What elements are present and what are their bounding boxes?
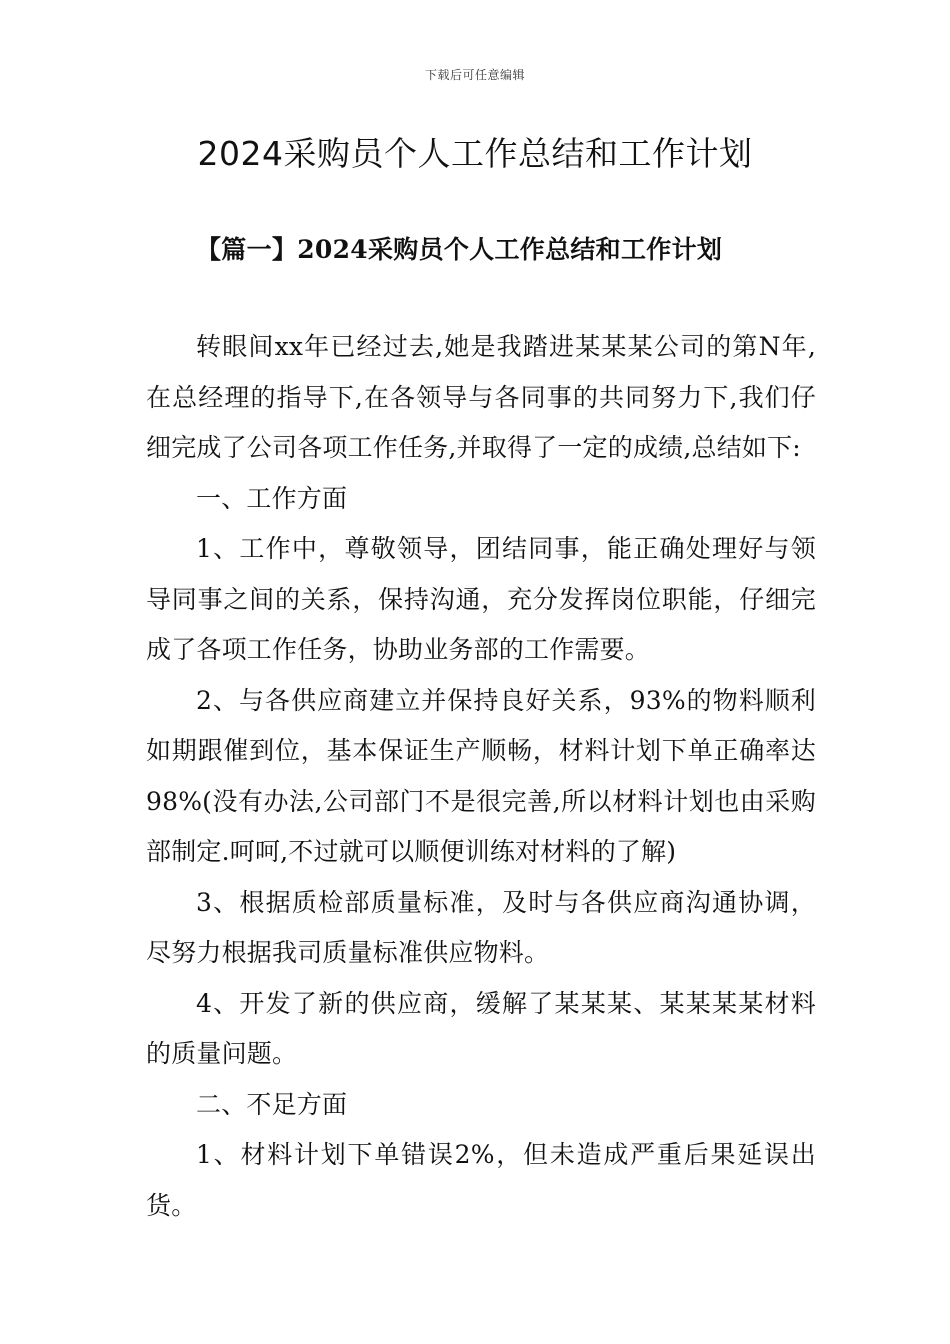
heading-shortcomings: 二、不足方面 [196, 1089, 348, 1119]
document-body [146, 322, 816, 1231]
heading-work-aspects: 一、工作方面 [196, 483, 348, 513]
paragraph-item-3: 3、根据质检部质量标准，及时与各供应商沟通协调，尽努力根据我司质量标准供应物料。 [146, 887, 816, 967]
paragraph-item-2: 2、与各供应商建立并保持良好关系，93%的物料顺利如期跟催到位，基本保证生产顺畅，材料计划下单正确率达98%(没有办法,公司部门不是很完善,所以材料计划也由采购部制定.呵呵,不过就可以顺便训练对材料的了解) [146, 685, 816, 866]
paragraph-item-4: 4、开发了新的供应商，缓解了某某某、某某某某材料的质量问题。 [146, 988, 816, 1068]
paragraph-item-1: 1、工作中，尊敬领导，团结同事，能正确处理好与领导同事之间的关系，保持沟通，充分发挥岗位职能，仔细完成了各项工作任务，协助业务部的工作需要。 [146, 534, 816, 664]
section-title: 【篇一】2024采购员个人工作总结和工作计划 [196, 235, 723, 264]
document-title: 2024采购员个人工作总结和工作计划 [197, 134, 753, 173]
paragraph-intro: 转眼间xx年已经过去,她是我踏进某某某公司的第N年,在总经理的指导下,在各领导与各同事的共同努力下,我们仔细完成了公司各项工作任务,并取得了一定的成绩,总结如下: [146, 332, 816, 462]
header-note: 下载后可任意编辑 [424, 68, 525, 82]
paragraph-shortcoming-1: 1、材料计划下单错误2%，但未造成严重后果延误出货。 [146, 1140, 816, 1220]
